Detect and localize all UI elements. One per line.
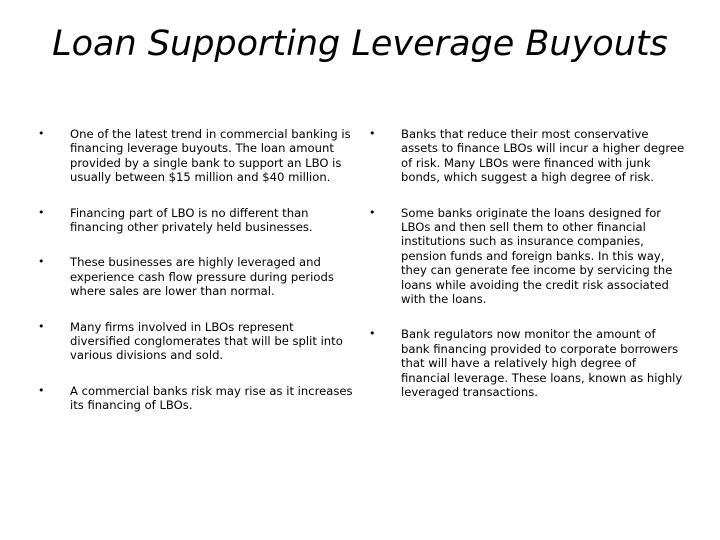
bullet-icon: • [38,319,45,333]
bullet-item [38,384,356,413]
bullet-text: A commercial banks risk may rise as it increases its financing of LBOs. [70,383,353,413]
bullet-item [369,327,687,399]
bullet-item [38,127,356,185]
bullet-item [369,206,687,307]
bullet-icon: • [369,127,376,140]
bullet-icon: • [369,205,376,219]
bullet-text: Banks that reduce their most conservative assets to finance LBOs will incur a higher degree of risk. Many LBOs were financed with junk bonds, which suggest a high degree of risk. [401,127,685,185]
bullet-text: Bank regulators now monitor the amount of bank financing provided to corporate borrowers that will have a relatively high degree of financial leverage. These loans, known as highly leveraged transactions. [401,327,683,400]
bullet-text: Some banks originate the loans designed for LBOs and then sell them to other financial institutions such as insurance companies, pension funds and foreign banks. In this way, they can generate fee income by servicing the loans while avoiding the credit risk associated with the loans. [401,205,673,307]
right-bullet-list [369,127,687,400]
bullet-text: Many firms involved in LBOs represent diversified conglomerates that will be split into various divisions and sold. [70,319,343,363]
bullet-icon: • [38,383,45,397]
bullet-icon: • [38,255,45,269]
bullet-icon: • [38,205,45,219]
slide-title: Loan Supporting Leverage Buyouts [52,24,668,64]
bullet-item [369,127,687,185]
bullet-item [38,255,356,298]
left-bullet-list [38,127,356,413]
bullet-text: Financing part of LBO is no different than financing other privately held businesses. [70,205,313,235]
bullet-item [38,206,356,235]
bullet-icon: • [369,327,376,341]
bullet-text: One of the latest trend in commercial banking is financing leverage buyouts. The loan amount provided by a single bank to support an LBO is usually between $15 million and $40 million. [70,127,351,185]
bullet-icon: • [38,127,45,140]
bullet-text: These businesses are highly leveraged and experience cash flow pressure during periods where sales are lower than normal. [70,255,334,299]
bullet-item [38,320,356,363]
